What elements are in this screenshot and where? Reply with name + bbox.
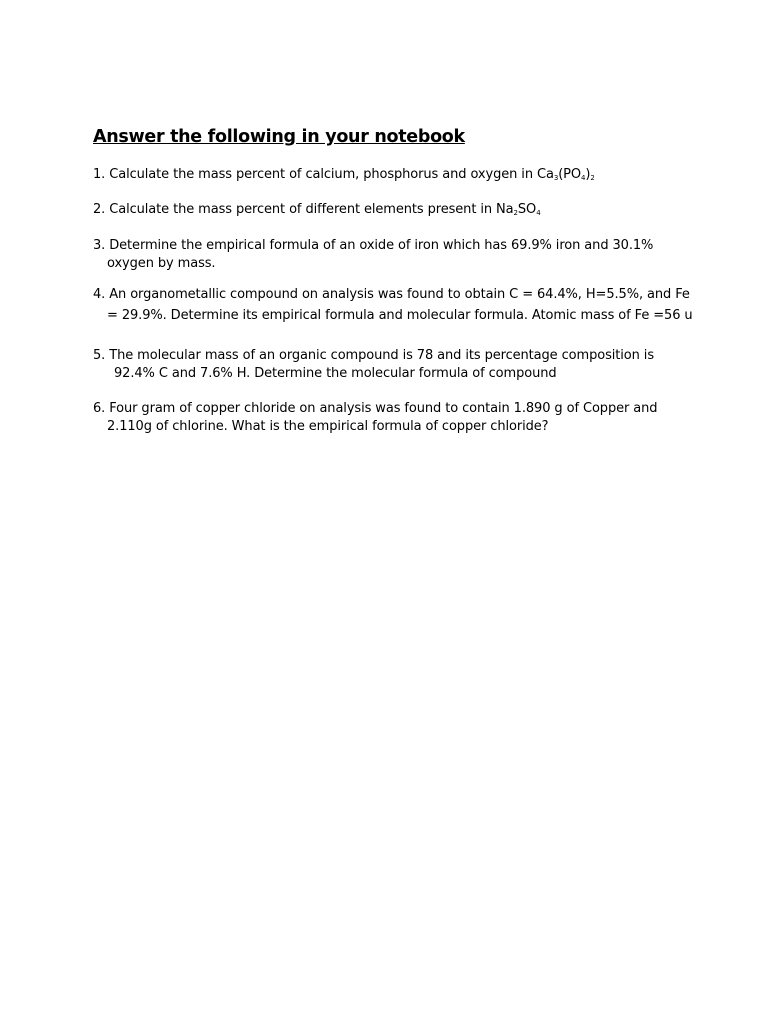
page-title: Answer the following in your notebook — [93, 127, 465, 147]
question-3-line-1: 3. Determine the empirical formula of an oxide of iron which has 69.9% iron and 30.1% — [93, 238, 654, 253]
question-3 — [93, 237, 653, 273]
question-2-text: 2. Calculate the mass percent of different elements present in $Na_2SO_4$ — [93, 202, 541, 217]
question-5-line-1: 5. The molecular mass of an organic compound is 78 and its percentage composition is — [93, 348, 654, 363]
question-1 — [93, 166, 595, 184]
question-2 — [93, 201, 541, 219]
question-4-line-2: = 29.9%. Determine its empirical formula and molecular formula. Atomic mass of Fe =56 u — [107, 308, 693, 323]
question-5-line-2: 92.4% C and 7.6% H. Determine the molecular formula of compound — [114, 366, 557, 381]
question-6-line-1: 6. Four gram of copper chloride on analysis was found to contain 1.890 g of Copper and — [93, 401, 658, 416]
question-4-line-1: 4. An organometallic compound on analysis was found to obtain C = 64.4%, H=5.5%, and Fe — [93, 287, 690, 302]
question-1-text: 1. Calculate the mass percent of calcium, phosphorus and oxygen in $Ca_3(PO_4)_2$ — [93, 167, 595, 182]
question-6 — [93, 400, 657, 436]
question-3-line-2: oxygen by mass. — [107, 256, 216, 271]
question-5 — [93, 347, 654, 383]
question-4 — [93, 286, 693, 325]
question-6-line-2: 2.110g of chlorine. What is the empirical formula of copper chloride? — [107, 419, 549, 434]
